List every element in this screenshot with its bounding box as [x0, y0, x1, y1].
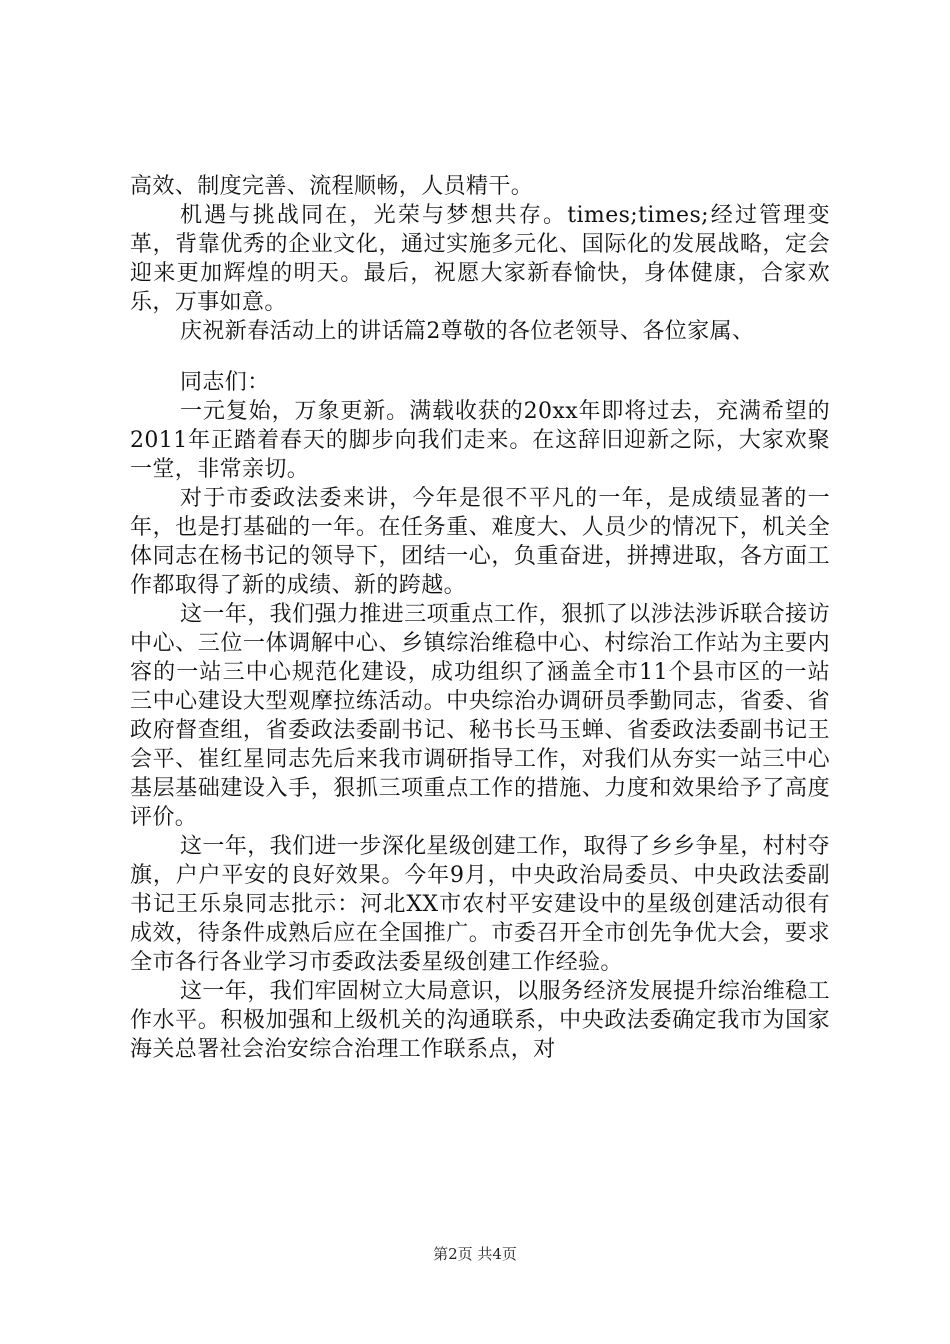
paragraph-closing-wishes: 机遇与挑战同在，光荣与梦想共存。times;times;经过管理变革，背靠优秀的企业文化，通过实施多元化、国际化的发展战略，定会迎来更加辉煌的明天。最后，祝愿大家新春愉快，身体健康，合家欢乐，万事如意。: [130, 203, 830, 315]
paragraph-key-work: 这一年，我们强力推进三项重点工作，狠抓了以涉法涉诉联合接访中心、三位一体调解中心、乡镇综治维稳中心、村综治工作站为主要内容的一站三中心规范化建设，成功组织了涵盖全市11个县市区的一站三中心建设大型观摩拉练活动。中央综治办调研员季勤同志，省委、省政府督查组，省委政法委副书记、秘书长马玉蝉、省委政法委副书记王会平、崔红星同志先后来我市调研指导工作，对我们从夯实一站三中心基层基础建设入手，狠抓三项重点工作的措施、力度和效果给予了高度评价。: [130, 602, 830, 830]
paragraph-new-year: 一元复始，万象更新。满载收获的20xx年即将过去，充满希望的2011年正踏着春天的脚步向我们走来。在这辞旧迎新之际，大家欢聚一堂，非常亲切。: [130, 399, 830, 482]
document-body: [130, 172, 830, 1064]
paragraph-continuation: 高效、制度完善、流程顺畅，人员精干。: [130, 174, 534, 199]
page-footer: 第2页 共4页: [433, 1245, 517, 1263]
paragraph-year-review: 对于市委政法委来讲，今年是很不平凡的一年，是成绩显著的一年，也是打基础的一年。在任务重、难度大、人员少的情况下，机关全体同志在杨书记的领导下，团结一心，负重奋进，拼搏进取，各方面工作都取得了新的成绩、新的跨越。: [130, 486, 830, 598]
paragraph-speech-title: 庆祝新春活动上的讲话篇2尊敬的各位老领导、各位家属、: [180, 319, 755, 344]
paragraph-salutation: 同志们：: [180, 370, 270, 395]
paragraph-star-rating: 这一年，我们进一步深化星级创建工作，取得了乡乡争星，村村夺旗，户户平安的良好效果。今年9月，中央政治局委员、中央政法委副书记王乐泉同志批示：河北XX市农村平安建设中的星级创建活动很有成效，待条件成熟后应在全国推广。市委召开全市创先争优大会，要求全市各行各业学习市委政法委星级创建工作经验。: [130, 834, 830, 975]
paragraph-overall-awareness: 这一年，我们牢固树立大局意识，以服务经济发展提升综治维稳工作水平。积极加强和上级机关的沟通联系，中央政法委确定我市为国家海关总署社会治安综合治理工作联系点，对: [130, 979, 830, 1062]
